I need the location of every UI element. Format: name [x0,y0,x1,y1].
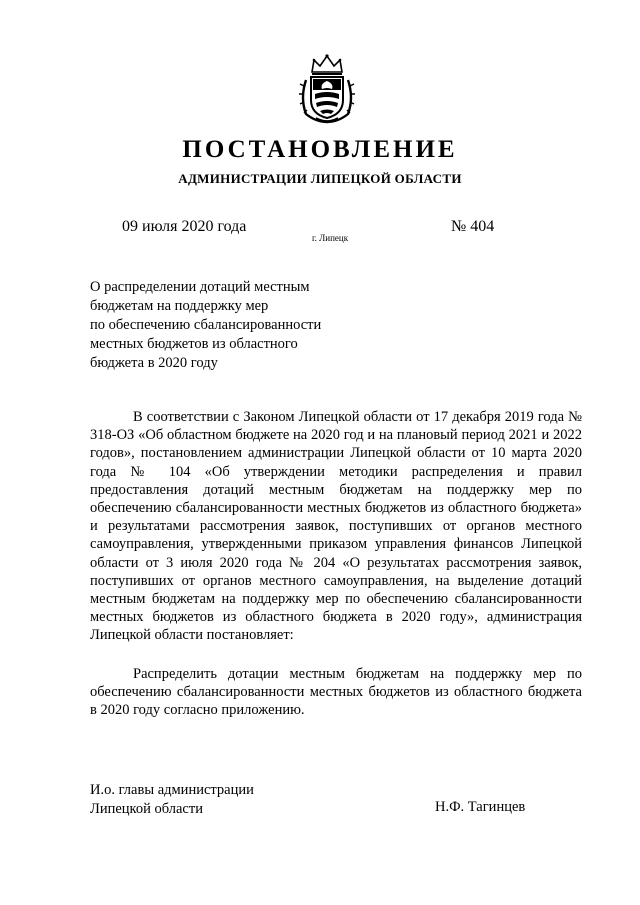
document-body [90,408,582,719]
document-subject [90,278,390,373]
issuing-authority: АДМИНИСТРАЦИИ ЛИПЕЦКОЙ ОБЛАСТИ [178,171,462,186]
document-date: 09 июля 2020 года [122,218,247,235]
body-paragraph: Распределить дотации местным бюджетам на поддержку мер по обеспечению сбалансированности местных бюджетов из областного бюджета в 2020 году согласно приложению. [90,665,582,719]
subject-line: О распределении дотаций местным [90,279,310,295]
document-number: № 404 [451,218,495,235]
document-city: г. Липецк [312,233,349,243]
signatory-position-line: И.о. главы администрации [90,782,254,798]
signatory-position-line: Липецкой области [90,800,203,817]
body-paragraph: В соответствии с Законом Липецкой области от 17 декабря 2019 года № 318-ОЗ «Об областном бюджете на 2020 год и на плановый период 2021 и 2022 годов», постановлением администрации Липецкой области от 10 марта 2020 года № 104 «Об утверждении методики распределения и правил предоставления дотаций местным бюджетам на поддержку мер по обеспечению сбалансированности местных бюджетов из областного бюджета» и результатами рассмотрения заявок, поступивших от органов местного самоуправления, утвержденными приказом управления финансов Липецкой области от 3 июля 2020 года № 204 «О результатах рассмотрения заявок, поступивших от органов местного самоуправления, на выделение дотаций местным бюджетам на поддержку мер по обеспечению сбалансированности местных бюджетов из областного бюджета в 2020 году», администрация Липецкой области постановляет: [90,409,582,644]
subject-line: по обеспечению сбалансированности [90,317,322,333]
signatory-name: Н.Ф. Тагинцев [435,799,526,815]
document-title: ПОСТАНОВЛЕНИЕ [182,136,458,163]
subject-line: бюджета в 2020 году [90,355,218,371]
signatory-position [90,781,254,818]
subject-line: бюджетам на поддержку мер [90,298,269,314]
coat-of-arms-icon [298,52,356,124]
subject-line: местных бюджетов из областного [90,336,298,352]
